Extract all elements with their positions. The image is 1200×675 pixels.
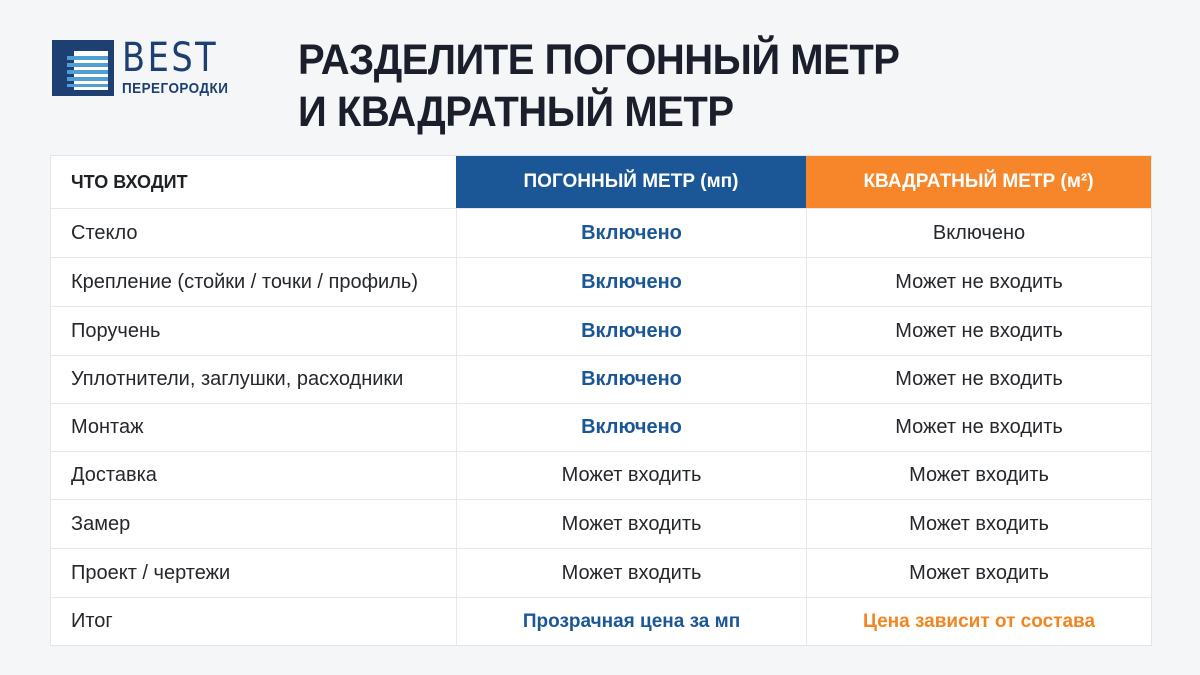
logo-subtitle: ПЕРЕГОРОДКИ [122, 80, 229, 97]
row-square-value: Может не входить [806, 307, 1151, 355]
row-item: Поручень [71, 319, 161, 342]
row-linear-value: Может входить [456, 500, 806, 548]
logo-mark-icon [52, 40, 114, 96]
table-total-row [51, 597, 1151, 645]
row-item: Проект / чертежи [71, 561, 231, 584]
row-square-value: Включено [806, 209, 1151, 257]
table-row [51, 403, 1151, 451]
table-row [51, 499, 1151, 548]
row-square-value: Может не входить [806, 404, 1151, 451]
total-linear-value: Прозрачная цена за мп [456, 598, 806, 645]
table-row [51, 451, 1151, 499]
row-linear-value: Включено [456, 209, 806, 257]
page-title-line-1: РАЗДЕЛИТЕ ПОГОННЫЙ МЕТР [298, 36, 900, 84]
logo-name: BEST [122, 35, 219, 81]
logo [52, 35, 232, 100]
comparison-table [50, 155, 1152, 646]
total-label: Итог [71, 610, 113, 632]
page-title [298, 34, 900, 138]
table-row [51, 355, 1151, 403]
row-square-value: Может входить [806, 549, 1151, 597]
row-linear-value: Включено [456, 258, 806, 306]
row-square-value: Может входить [806, 500, 1151, 548]
row-linear-value: Включено [456, 356, 806, 403]
row-linear-value: Может входить [456, 452, 806, 499]
row-linear-value: Может входить [456, 549, 806, 597]
row-square-value: Может входить [806, 452, 1151, 499]
row-linear-value: Включено [456, 307, 806, 355]
page-title-line-2: И КВАДРАТНЫЙ МЕТР [298, 88, 734, 136]
table-row [51, 548, 1151, 597]
table-row [51, 257, 1151, 306]
row-item: Стекло [71, 221, 138, 244]
table-header-row [51, 156, 1151, 208]
row-item: Замер [71, 512, 131, 535]
row-square-value: Может не входить [806, 258, 1151, 306]
header-what-included: ЧТО ВХОДИТ [71, 171, 188, 192]
row-item: Крепление (стойки / точки / профиль) [71, 270, 418, 293]
row-item: Доставка [71, 464, 157, 486]
total-square-value: Цена зависит от состава [806, 598, 1151, 645]
header-square-meter: КВАДРАТНЫЙ МЕТР (м²) [806, 156, 1151, 208]
table-row [51, 208, 1151, 257]
row-item: Монтаж [71, 416, 144, 438]
table-row [51, 306, 1151, 355]
row-item: Уплотнители, заглушки, расходники [71, 368, 404, 390]
row-linear-value: Включено [456, 404, 806, 451]
row-square-value: Может не входить [806, 356, 1151, 403]
header-linear-meter: ПОГОННЫЙ МЕТР (мп) [456, 156, 806, 208]
